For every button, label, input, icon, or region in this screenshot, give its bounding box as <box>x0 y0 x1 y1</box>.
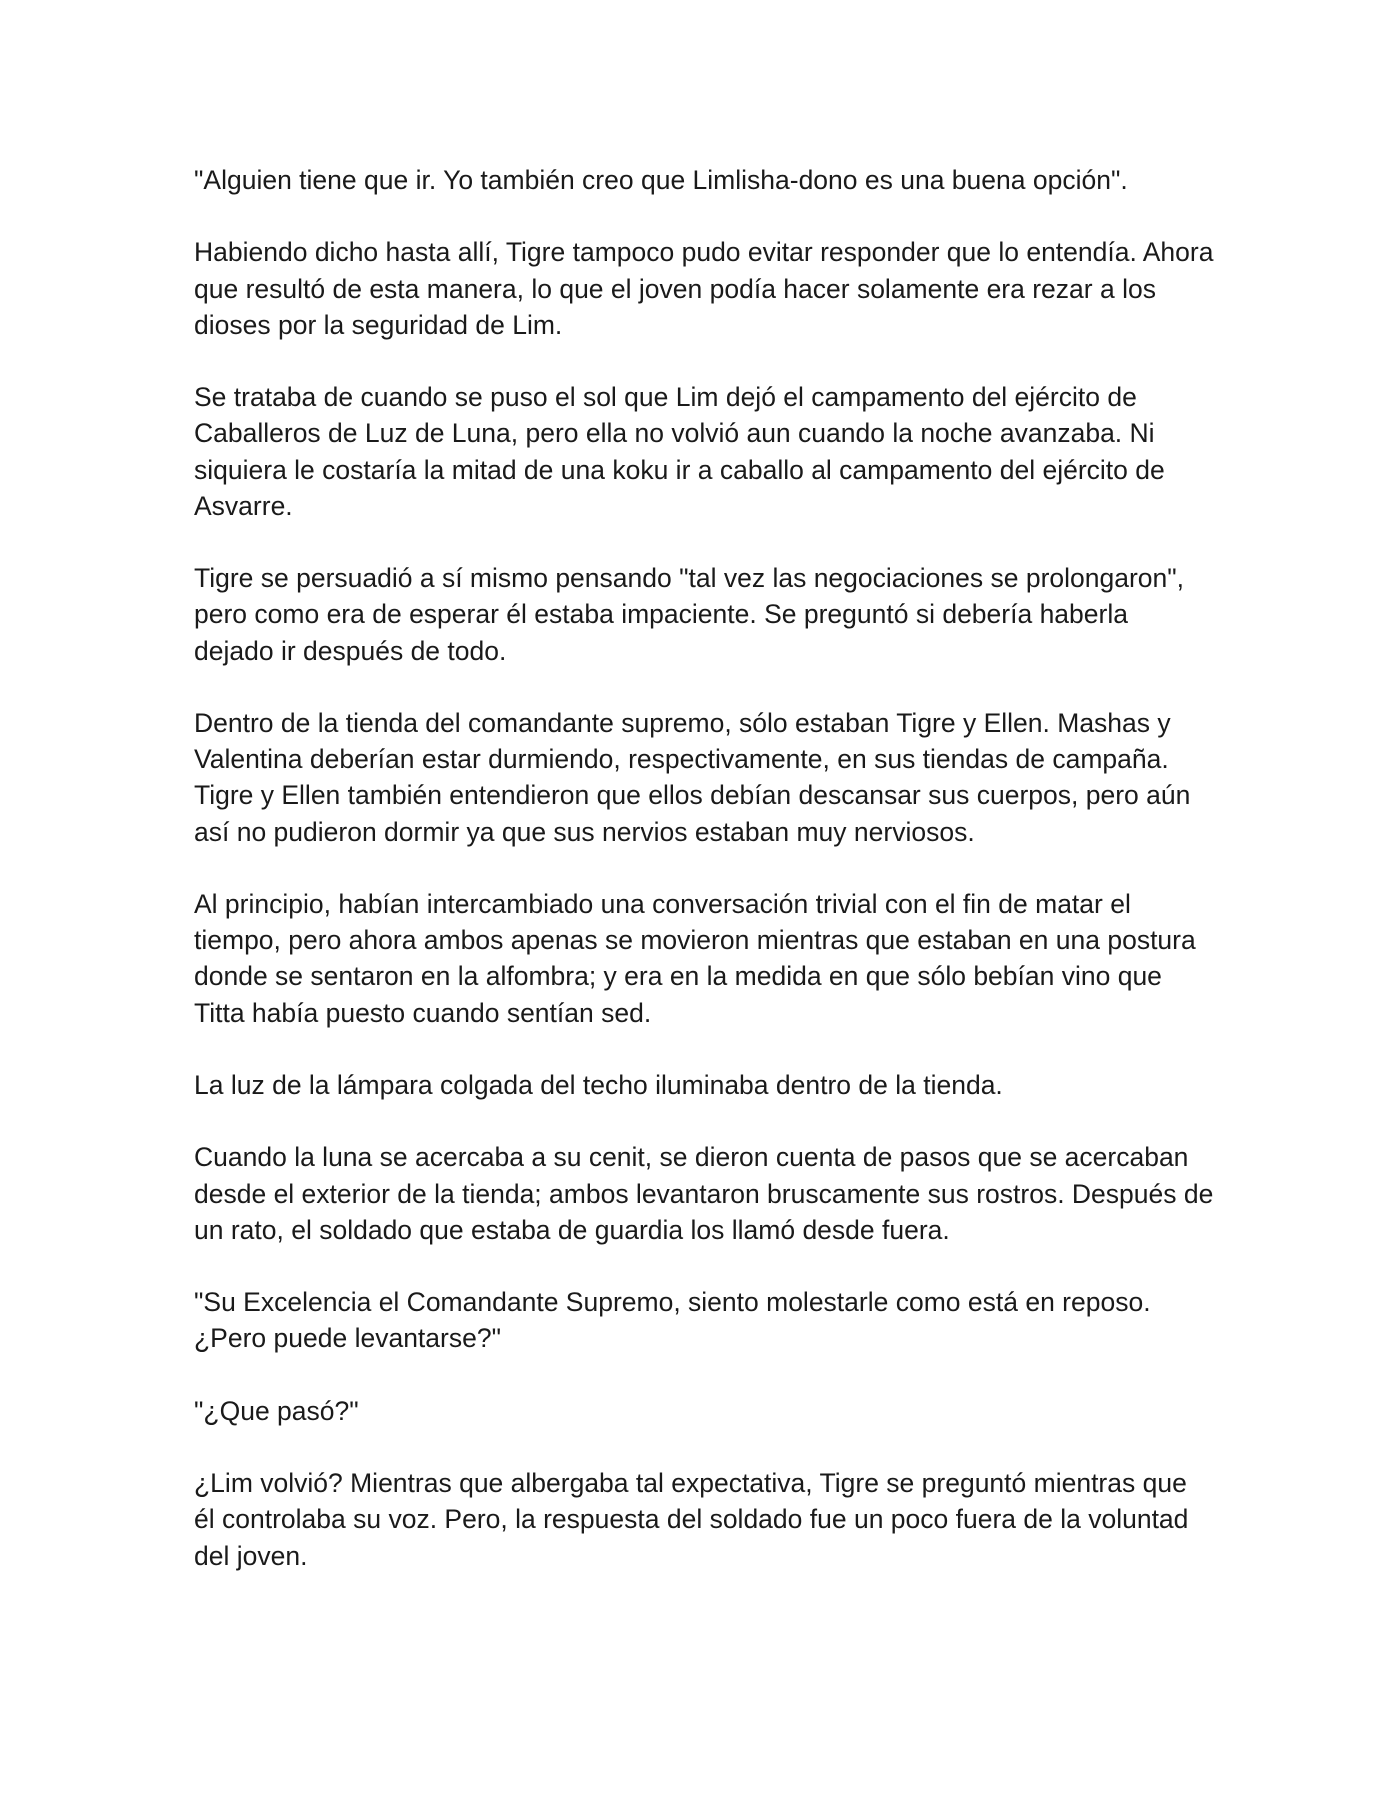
paragraph-4: Tigre se persuadió a sí mismo pensando "tal vez las negociaciones se prolongaron", pero como era de esperar él estaba impaciente. Se preguntó si debería haberla dejado ir después de todo. <box>194 563 1185 666</box>
paragraph-8: Cuando la luna se acercaba a su cenit, se dieron cuenta de pasos que se acercaban desde el exterior de la tienda; ambos levantaron bruscamente sus rostros. Después de un rato, el soldado que estaba de guardia los llamó desde fuera. <box>194 1142 1214 1245</box>
paragraph-3: Se trataba de cuando se puso el sol que Lim dejó el campamento del ejército de Caballeros de Luz de Luna, pero ella no volvió aun cuando la noche avanzaba. Ni siquiera le costaría la mitad de una koku ir a caballo al campamento del ejército de Asvarre. <box>194 382 1165 521</box>
paragraph-7: La luz de la lámpara colgada del techo iluminaba dentro de la tienda. <box>194 1069 1003 1100</box>
paragraph-1: "Alguien tiene que ir. Yo también creo que Limlisha-dono es una buena opción". <box>194 165 1128 195</box>
paragraph-6: Al principio, habían intercambiado una conversación trivial con el fin de matar el tiempo, pero ahora ambos apenas se movieron mientras que estaban en una postura donde se sentaron en la alfombra; y era en la medida en que sólo bebían vino que Titta había puesto cuando sentían sed. <box>194 888 1196 1028</box>
paragraph-11: ¿Lim volvió? Mientras que albergaba tal expectativa, Tigre se preguntó mientras que él controlaba su voz. Pero, la respuesta del soldado fue un poco fuera de la voluntad del joven. <box>194 1468 1189 1571</box>
paragraph-10: "¿Que pasó?" <box>194 1395 359 1426</box>
paragraph-2: Habiendo dicho hasta allí, Tigre tampoco pudo evitar responder que lo entendía. Ahora que resultó de esta manera, lo que el joven podía hacer solamente era rezar a los dioses por la seguridad de Lim. <box>194 237 1214 340</box>
paragraph-5: Dentro de la tienda del comandante supremo, sólo estaban Tigre y Ellen. Mashas y Valentina deberían estar durmiendo, respectivamente, en sus tiendas de campaña. Tigre y Ellen también entendieron que ellos debían descansar sus cuerpos, pero aún así no pudieron dormir ya que sus nervios estaban muy nerviosos. <box>194 707 1191 847</box>
paragraph-9: "Su Excelencia el Comandante Supremo, siento molestarle como está en reposo. ¿Pero puede levantarse?" <box>194 1287 1151 1354</box>
document-body <box>194 162 1214 1610</box>
